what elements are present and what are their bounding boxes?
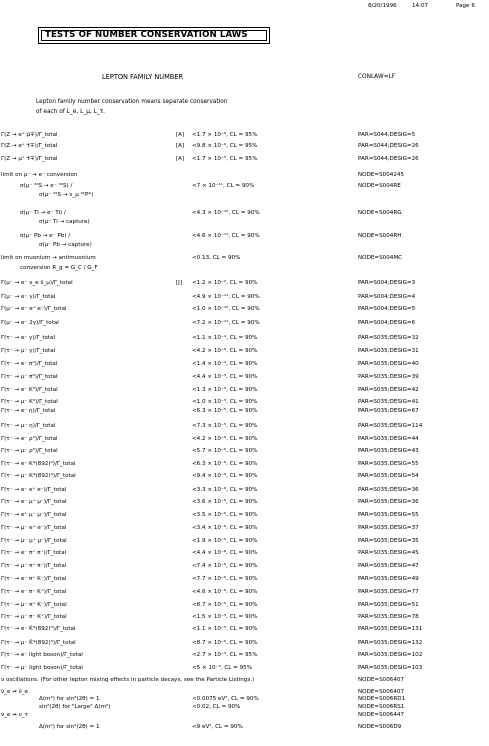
row-value: <4.6 × 10⁻⁶, CL = 90% [192, 589, 258, 595]
row-quantity: Γ(τ⁻ → e⁻ light boson)/Γ_total [1, 652, 83, 658]
table-row [0, 500, 489, 509]
row-node: PAR=S035;DESIG=42 [358, 387, 419, 393]
table-row [0, 474, 489, 483]
row-node: PAR=S004;DESIG=5 [358, 306, 416, 312]
table-row [0, 133, 489, 142]
row-value: <3.5 × 10⁻⁶, CL = 90% [192, 512, 258, 518]
table-row [0, 349, 489, 358]
row-node: PAR=S035;DESIG=78 [358, 614, 419, 620]
section-node: CONLAW=LF [358, 74, 396, 80]
row-quantity: Γ(τ⁻ → e⁻ K*(892)⁰)/Γ_total [1, 461, 76, 467]
row-quantity: Δ(m²) for sin²(2θ) = 1 [39, 696, 100, 702]
table-row [0, 362, 489, 371]
print-time: 14:07 [412, 3, 429, 9]
table-row [0, 462, 489, 471]
row-quantity: Γ(τ⁻ → μ⁻ K⁰)/Γ_total [1, 399, 58, 405]
table-row [0, 603, 489, 612]
row-value: <1.1 × 10⁻⁴, CL = 90% [192, 335, 258, 341]
row-value: <8.7 × 10⁻⁶, CL = 90% [192, 602, 258, 608]
table-row [0, 615, 489, 624]
row-quantity: Γ(τ⁻ → μ⁻ e⁺ e⁻)/Γ_total [1, 525, 67, 531]
row-value: <4.4 × 10⁻⁵, CL = 90% [192, 374, 258, 380]
row-node: PAR=S035;DESIG=67 [358, 408, 419, 414]
row-value: <6.3 × 10⁻⁵, CL = 90% [192, 408, 258, 414]
row-value: <1.0 × 10⁻¹², CL = 90% [192, 306, 260, 312]
table-row [0, 281, 489, 290]
row-node: NODE=S004MC [358, 255, 403, 261]
row-quantity: ν̄_e ↛ ν̄_e [1, 689, 28, 695]
row-quantity: conversion R_g = G_C / G_F [20, 265, 98, 271]
row-node: PAR=S035;DESIG=44 [358, 436, 419, 442]
row-node: PAR=S035;DESIG=35 [358, 538, 419, 544]
row-node: PAR=S035;DESIG=114 [358, 423, 423, 429]
row-quantity: Γ(μ⁻ → e⁻ γ)/Γ_total [1, 294, 56, 300]
row-quantity: limit on muonium → antimuonium [1, 255, 96, 261]
row-node: PAR=S035;DESIG=40 [358, 361, 419, 367]
row-node: PAR=S004;DESIG=3 [358, 280, 416, 286]
table-row [0, 409, 489, 418]
row-node: NODE=S004RG [358, 210, 402, 216]
row-quantity: σ(μ⁻ Ti → capture) [39, 219, 90, 225]
row-node: NODE=S006407 [358, 677, 405, 683]
row-value: <4.2 × 10⁻⁶, CL = 90% [192, 436, 258, 442]
row-node: PAR=S004;DESIG=6 [358, 320, 416, 326]
row-value: <7 × 10⁻¹¹, CL = 90% [192, 183, 255, 189]
row-value: <5 × 10⁻³, CL = 95% [192, 665, 253, 671]
row-value: <4.4 × 10⁻⁶, CL = 90% [192, 550, 258, 556]
row-node: PAR=S035;DESIG=31 [358, 348, 419, 354]
row-node: PAR=S035;DESIG=131 [358, 626, 423, 632]
row-quantity: sin²(2θ) for "Large" Δ(m²) [39, 704, 111, 710]
row-node: PAR=S035;DESIG=51 [358, 602, 419, 608]
table-row [0, 678, 489, 687]
row-value: <0.02, CL = 90% [192, 704, 241, 710]
row-quantity: Γ(μ⁻ → e⁻ e⁺ e⁻)/Γ_total [1, 306, 67, 312]
table-row [0, 144, 489, 153]
table-row [0, 266, 489, 275]
row-node: PAR=S035;DESIG=102 [358, 652, 423, 658]
row-value: <3.3 × 10⁻⁶, CL = 90% [192, 487, 258, 493]
row-node: NODE=S004245 [358, 172, 405, 178]
row-value: <1.0 × 10⁻³, CL = 90% [192, 399, 258, 405]
row-node: PAR=S035;DESIG=32 [358, 335, 419, 341]
row-node: NODE=S006D9 [358, 724, 402, 730]
row-quantity: Γ(τ⁻ → μ⁻ η)/Γ_total [1, 423, 56, 429]
row-quantity: σ(μ⁻ ³²S → e⁻ ³²S) / [20, 183, 73, 189]
row-value: <1.1 × 10⁻⁵, CL = 90% [192, 626, 258, 632]
row-value: <9.4 × 10⁻⁶, CL = 90% [192, 473, 258, 479]
row-quantity: ν oscillations. (For other lepton mixing effects in particle decays, see the Particle Listings.) [1, 677, 255, 683]
row-quantity: Γ(τ⁻ → μ⁻ light boson)/Γ_total [1, 665, 83, 671]
table-row [0, 307, 489, 316]
row-quantity: σ(μ⁻ ³²S → ν_μ ³²P*) [39, 192, 94, 198]
row-node: PAR=S035;DESIG=103 [358, 665, 423, 671]
row-quantity: Γ(μ⁻ → e⁻ ν_e ν̄_μ)/Γ_total [1, 280, 73, 286]
table-row [0, 725, 489, 734]
row-node: PAR=S035;DESIG=39 [358, 374, 419, 380]
row-value: <4.2 × 10⁻⁶, CL = 90% [192, 348, 258, 354]
row-value: <7.4 × 10⁻⁶, CL = 90% [192, 563, 258, 569]
row-quantity: Γ(τ⁻ → μ⁻ K̄*(892)⁰)/Γ_total [1, 640, 76, 646]
table-row [0, 513, 489, 522]
row-value: <3.4 × 10⁻⁶, CL = 90% [192, 525, 258, 531]
table-row [0, 627, 489, 636]
row-quantity: Γ(μ⁻ → e⁻ 2γ)/Γ_total [1, 320, 59, 326]
row-value: <1.7 × 10⁻⁶, CL = 95% [192, 132, 258, 138]
row-value: <9 eV², CL = 90% [192, 724, 243, 730]
row-node: PAR=S035;DESIG=77 [358, 589, 419, 595]
row-quantity: Γ(Z → e⁺ μ̄∓)/Γ_total [1, 132, 58, 138]
row-quantity: Γ(τ⁻ → μ⁻ π⁺ π⁻)/Γ_total [1, 563, 67, 569]
row-node: PAR=S004;DESIG=4 [358, 294, 416, 300]
table-row [0, 295, 489, 304]
row-quantity: Γ(τ⁻ → e⁻ γ)/Γ_total [1, 335, 56, 341]
row-node: NODE=S006RD1 [358, 696, 406, 702]
row-node: PAR=S035;DESIG=41 [358, 399, 419, 405]
table-row [0, 256, 489, 265]
table-row [0, 437, 489, 446]
table-row [0, 388, 489, 397]
row-value: <5.7 × 10⁻⁶, CL = 90% [192, 448, 258, 454]
table-row [0, 243, 489, 252]
row-node: PAR=S044;DESIG=26 [358, 143, 419, 149]
section-title: LEPTON FAMILY NUMBER [102, 73, 184, 81]
table-row [0, 488, 489, 497]
row-value: <4.6 × 10⁻¹¹, CL = 90% [192, 233, 260, 239]
row-node: PAR=S035;DESIG=47 [358, 563, 419, 569]
row-node: PAR=S035;DESIG=43 [358, 448, 419, 454]
table-row [0, 653, 489, 662]
table-row [0, 375, 489, 384]
table-row [0, 713, 489, 722]
row-quantity: Γ(τ⁻ → μ⁻ γ)/Γ_total [1, 348, 56, 354]
row-quantity: Γ(τ⁻ → μ⁻ μ⁺ μ⁻)/Γ_total [1, 538, 67, 544]
row-value: <1.9 × 10⁻⁶, CL = 90% [192, 538, 258, 544]
intro-line-2: of each of L_e, L_μ, L_τ. [36, 109, 106, 115]
row-value: <8.7 × 10⁻⁶, CL = 90% [192, 640, 258, 646]
row-value: <6.3 × 10⁻⁶, CL = 90% [192, 461, 258, 467]
table-row [0, 321, 489, 330]
table-row [0, 539, 489, 548]
row-quantity: Γ(τ⁻ → e⁻ η)/Γ_total [1, 408, 56, 414]
row-node: NODE=S006RS1 [358, 704, 405, 710]
row-node: PAR=S035;DESIG=45 [358, 550, 419, 556]
row-node: PAR=S035;DESIG=49 [358, 576, 419, 582]
row-value: <1.2 × 10⁻², CL = 90% [192, 280, 258, 286]
row-quantity: ν_e ↛ ν_τ [1, 712, 28, 718]
row-value: <1.5 × 10⁻⁵, CL = 90% [192, 614, 258, 620]
row-quantity: Γ(τ⁻ → e⁻ μ⁺ μ⁻)/Γ_total [1, 499, 67, 505]
row-node: NODE=S004RH [358, 233, 402, 239]
row-value: <2.7 × 10⁻³, CL = 95% [192, 652, 258, 658]
row-node: PAR=S035;DESIG=132 [358, 640, 423, 646]
page-number: Page 6 [456, 3, 475, 9]
table-row [0, 424, 489, 433]
table-row [0, 577, 489, 586]
row-node: NODE=S006407 [358, 689, 405, 695]
row-footnote: [A] [176, 156, 185, 162]
table-row [0, 526, 489, 535]
row-quantity: Γ(τ⁻ → e⁻ π⁻ K⁺)/Γ_total [1, 589, 67, 595]
row-value: <7.3 × 10⁻⁵, CL = 90% [192, 423, 258, 429]
row-quantity: Γ(τ⁻ → e⁻ e⁺ e⁻)/Γ_total [1, 487, 67, 493]
row-node: NODE=S006447 [358, 712, 405, 718]
row-footnote: [A] [176, 132, 185, 138]
row-value: <0.0075 eV², CL = 90% [192, 696, 259, 702]
row-quantity: limit on μ⁻ → e⁻ conversion [1, 172, 78, 178]
page-title: TESTS OF NUMBER CONSERVATION LAWS [45, 30, 248, 40]
table-row [0, 157, 489, 166]
table-row [0, 551, 489, 560]
row-quantity: Γ(τ⁻ → μ⁻ π⁻ K⁺)/Γ_total [1, 614, 67, 620]
row-quantity: σ(μ⁻ Pb → capture) [39, 242, 92, 248]
row-value: <1.7 × 10⁻⁵, CL = 95% [192, 156, 258, 162]
row-value: <3.6 × 10⁻⁶, CL = 90% [192, 499, 258, 505]
row-quantity: Γ(τ⁻ → e⁻ K̄*(892)⁰)/Γ_total [1, 626, 76, 632]
title-box [38, 27, 270, 44]
row-quantity: Γ(Z → μ⁺ τ̄∓)/Γ_total [1, 156, 58, 162]
row-footnote: [A] [176, 143, 185, 149]
table-row [0, 590, 489, 599]
table-row [0, 220, 489, 229]
row-value: <4.9 × 10⁻¹¹, CL = 90% [192, 294, 260, 300]
row-node: PAR=S035;DESIG=37 [358, 525, 419, 531]
row-node: PAR=S035;DESIG=36 [358, 487, 419, 493]
row-node: PAR=S035;DESIG=36 [358, 499, 419, 505]
row-value: <7.2 × 10⁻¹¹, CL = 90% [192, 320, 260, 326]
row-quantity: σ(μ⁻ Pb → e⁻ Pb) / [20, 233, 71, 239]
row-value: <9.8 × 10⁻⁶, CL = 95% [192, 143, 258, 149]
row-value: <7.7 × 10⁻⁶, CL = 90% [192, 576, 258, 582]
table-row [0, 449, 489, 458]
row-node: NODE=S004RE [358, 183, 401, 189]
row-footnote: [J] [176, 280, 183, 286]
intro-line-1: Lepton family number conservation means separate conservation [36, 99, 228, 105]
print-date: 8/20/1996 [368, 3, 397, 9]
row-value: <0.13, CL = 90% [192, 255, 241, 261]
row-quantity: Γ(τ⁻ → e⁻ π⁺ K⁻)/Γ_total [1, 576, 67, 582]
row-quantity: Γ(τ⁻ → e⁻ π⁺ π⁻)/Γ_total [1, 550, 67, 556]
row-quantity: Γ(τ⁻ → e⁺ μ⁻ μ⁻)/Γ_total [1, 512, 67, 518]
row-value: <4.3 × 10⁻¹², CL = 90% [192, 210, 260, 216]
table-row [0, 564, 489, 573]
row-node: PAR=S035;DESIG=55 [358, 461, 419, 467]
row-quantity: σ(μ⁻ Ti → e⁻ Ti) / [20, 210, 66, 216]
row-node: PAR=S044;DESIG=5 [358, 132, 416, 138]
row-node: PAR=S044;DESIG=26 [358, 156, 419, 162]
row-node: PAR=S035;DESIG=54 [358, 473, 419, 479]
table-row [0, 666, 489, 675]
row-quantity: Δ(m²) for sin²(2θ) = 1 [39, 724, 100, 730]
table-row [0, 336, 489, 345]
row-value: <1.3 × 10⁻³, CL = 90% [192, 387, 258, 393]
row-quantity: Γ(τ⁻ → μ⁻ π⁰)/Γ_total [1, 374, 58, 380]
row-quantity: Γ(Z → e⁺ τ̄∓)/Γ_total [1, 143, 58, 149]
table-row [0, 641, 489, 650]
row-quantity: Γ(τ⁻ → e⁻ K⁰)/Γ_total [1, 387, 58, 393]
table-row [0, 173, 489, 182]
row-quantity: Γ(τ⁻ → e⁻ ρ⁰)/Γ_total [1, 436, 58, 442]
row-quantity: Γ(τ⁻ → μ⁻ K*(892)⁰)/Γ_total [1, 473, 76, 479]
row-quantity: Γ(τ⁻ → e⁻ π⁰)/Γ_total [1, 361, 58, 367]
row-quantity: Γ(τ⁻ → μ⁻ π⁺ K⁻)/Γ_total [1, 602, 67, 608]
table-row [0, 193, 489, 202]
row-quantity: Γ(τ⁻ → μ⁻ ρ⁰)/Γ_total [1, 448, 58, 454]
row-node: PAR=S035;DESIG=55 [358, 512, 419, 518]
row-value: <1.4 × 10⁻⁴, CL = 90% [192, 361, 258, 367]
